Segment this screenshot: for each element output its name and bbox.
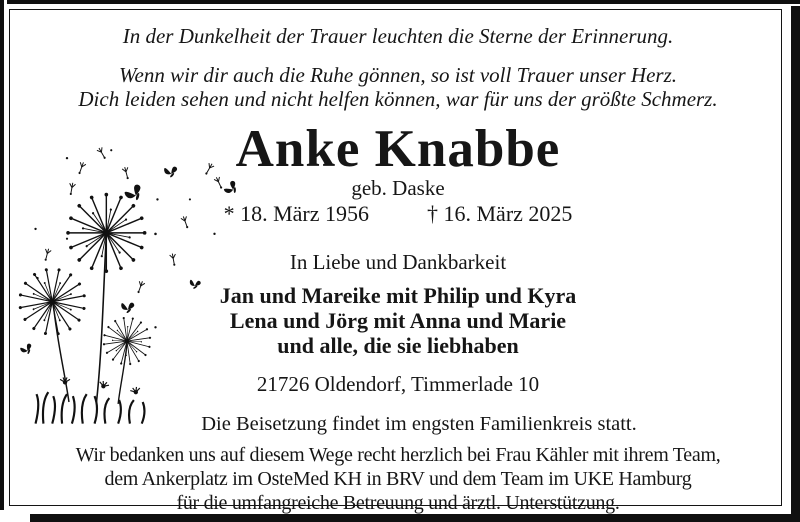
funeral-note: Die Beisetzung findet im engsten Familienkreis statt.: [201, 413, 637, 435]
verse-line-2: Dich leiden sehen und nicht helfen können, war für uns der größte Schmerz.: [78, 87, 718, 111]
mourners-line-3: und alle, die sie liebhaben: [277, 333, 519, 358]
dedication-line: In Liebe und Dankbarkeit: [289, 250, 507, 274]
life-dates: [12, 202, 784, 226]
scan-edge-left: [0, 0, 4, 510]
thanks-line-1: Wir bedanken uns auf diesem Wege recht herzlich bei Frau Kähler mit ihrem Team,: [75, 444, 721, 466]
thanks-block: [12, 443, 784, 515]
mourners-line-2: Lena und Jörg mit Anna und Marie: [229, 308, 567, 333]
scan-edge-bottom: [30, 514, 800, 522]
scan-edge-right: [791, 6, 800, 522]
notice-content: [12, 0, 784, 515]
thanks-line-3: für die umfangreiche Betreuung und ärztl. Unterstützung.: [176, 492, 620, 514]
birth-date: * 18. März 1956: [223, 201, 369, 226]
maiden-name: geb. Daske: [351, 176, 445, 200]
epigraph-line: In der Dunkelheit der Trauer leuchten die Sterne der Erinnerung.: [122, 24, 674, 48]
thanks-line-2: dem Ankerplatz im OsteMed KH in BRV und dem Team im UKE Hamburg: [104, 468, 692, 490]
deceased-name: Anke Knabbe: [235, 120, 561, 178]
verse-block: [12, 63, 784, 111]
mourners-line-1: Jan und Mareike mit Philip und Kyra: [219, 283, 577, 308]
address-line: 21726 Oldendorf, Timmerlade 10: [256, 372, 540, 396]
verse-line-1: Wenn wir dir auch die Ruhe gönnen, so ist voll Trauer unser Herz.: [118, 63, 678, 87]
death-date: † 16. März 2025: [427, 201, 573, 226]
mourners-block: [12, 283, 784, 358]
